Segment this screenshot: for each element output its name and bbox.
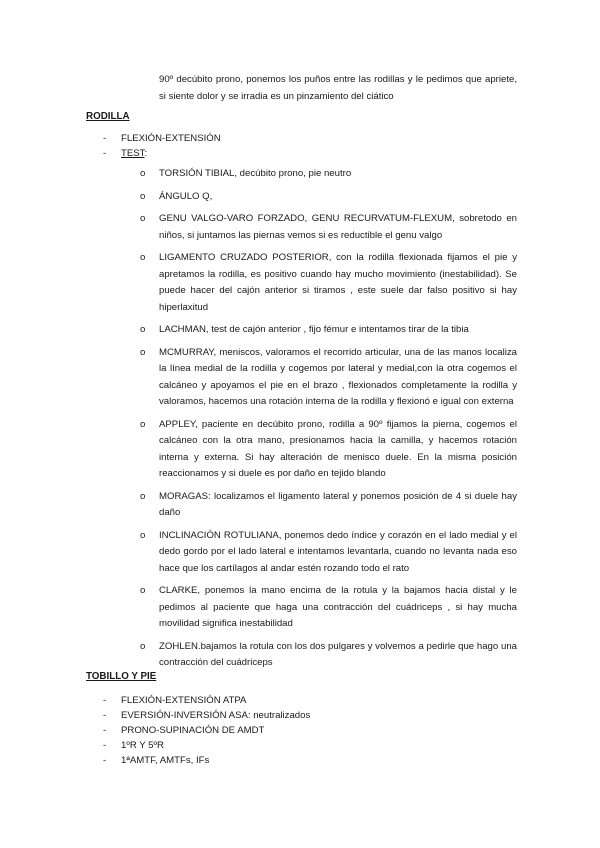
dash-marker: -	[103, 695, 107, 706]
list-item-text: 1ªAMTF, AMTFs, IFs	[121, 755, 210, 766]
circle-bullet: o	[140, 190, 146, 202]
test-item-appley	[140, 417, 517, 483]
section-title-rodilla: RODILLA	[86, 111, 130, 122]
rodilla-dash-list	[86, 131, 221, 161]
test-text: APPLEY, paciente en decúbito prono, rodilla a 90º fijamos la pierna, cogemos el calcáneo con la otra mano, presionamos hacia la camilla, y hacemos rotación interna y externa. Si hay alteración de menisco duele. En la misma posición reaccionamos y si duele es por daño en tejido blando	[159, 418, 517, 479]
test-text: ÁNGULO Q,	[159, 190, 213, 202]
list-item-text: FLEXIÓN-EXTENSIÓN ATPA	[121, 695, 247, 706]
circle-bullet: o	[140, 213, 146, 224]
test-text: LIGAMENTO CRUZADO POSTERIOR, con la rodilla flexionada fijamos el pie y apretamos la rodilla, es positivo cuando hay mucho movimiento (inestabilidad). Se puede hacer del cajón anterior si tiramos , este suele dar falso positivo si hay hiperlaxitud	[159, 252, 517, 313]
test-item-angulo-q	[140, 189, 517, 206]
circle-bullet: o	[140, 490, 146, 502]
circle-bullet: o	[140, 529, 146, 541]
list-item	[86, 131, 221, 146]
test-item-moragas	[140, 489, 517, 522]
list-item	[86, 753, 310, 768]
circle-bullet: o	[140, 324, 146, 335]
circle-bullet: o	[140, 252, 146, 263]
list-item-text: FLEXIÓN-EXTENSIÓN	[121, 133, 221, 144]
test-heading: TEST	[121, 148, 145, 159]
test-item-inclinacion-rotuliana	[140, 528, 517, 578]
circle-bullet: o	[140, 585, 146, 596]
list-item	[86, 693, 310, 708]
dash-marker: -	[103, 740, 107, 751]
list-item-text: PRONO-SUPINACIÓN DE AMDT	[121, 725, 265, 736]
list-item	[86, 708, 310, 723]
test-item-mcmurray	[140, 345, 517, 411]
circle-bullet: o	[140, 168, 146, 179]
section-title-tobillo: TOBILLO Y PIE	[86, 671, 157, 682]
test-text: GENU VALGO-VARO FORZADO, GENU RECURVATUM-FLEXUM, sobretodo en niños, si juntamos las piernas vemos si es reductible el genu valgo	[159, 213, 517, 241]
circle-bullet: o	[140, 640, 146, 652]
test-text: MORAGAS: localizamos el ligamento lateral y ponemos posición de 4 si duele hay daño	[159, 490, 517, 518]
test-text: LACHMAN, test de cajón anterior , fijo fémur e intentamos tirar de la tibia	[159, 324, 469, 335]
list-item	[86, 146, 221, 161]
test-item-torsion-tibial	[140, 166, 517, 183]
circle-bullet: o	[140, 346, 146, 358]
dash-marker: -	[103, 148, 107, 159]
list-item	[86, 738, 310, 753]
list-item-text: 1ºR Y 5ºR	[121, 740, 164, 751]
test-text: CLARKE, ponemos la mano encima de la rotula y la bajamos hacia distal y le pedimos al paciente que haga una contracción del cuádriceps , si hay mucha movilidad significa inestabilidad	[159, 585, 517, 629]
rodilla-test-list	[140, 166, 517, 678]
list-item-text: EVERSIÓN-INVERSIÓN ASA: neutralizados	[121, 710, 311, 721]
tobillo-dash-list	[86, 693, 310, 768]
circle-bullet: o	[140, 418, 146, 430]
list-item	[86, 723, 310, 738]
test-text: MCMURRAY, meniscos, valoramos el recorrido articular, una de las manos localiza la línea medial de la rodilla y cogemos por lateral y medial,con la otra cogemos el calcáneo y apoyamos el pie en el brazo , flexionados completamente la rodilla y valoramos, hacemos una rotación interna de la rodilla y flexionó e igual con externa	[159, 346, 517, 407]
test-item-clarke	[140, 583, 517, 633]
test-text: INCLINACIÓN ROTULIANA, ponemos dedo índice y corazón en el lado medial y el dedo gordo por el lado lateral e intentamos levantarla, cuando no levanta nada eso hace que los cartílagos al andar estén rozando todo el rato	[159, 529, 517, 574]
test-item-zohlen	[140, 639, 517, 672]
test-item-ligamento-cruzado	[140, 250, 517, 316]
test-heading-colon: :	[144, 148, 148, 159]
dash-marker: -	[103, 133, 107, 144]
intro-paragraph: 90º decúbito prono, ponemos los puños entre las rodillas y le pedimos que apriete, si siente dolor y se irradia es un pinzamiento del ciático	[159, 74, 517, 102]
dash-marker: -	[103, 725, 107, 736]
test-item-lachman	[140, 322, 517, 339]
test-text: TORSIÓN TIBIAL, decúbito prono, pie neutro	[159, 168, 352, 179]
test-text: ZOHLEN.bajamos la rotula con los dos pulgares y volvemos a pedirle que hago una contracción del cuádriceps	[159, 640, 517, 668]
dash-marker: -	[103, 755, 107, 766]
dash-marker: -	[103, 710, 107, 721]
test-item-genu-valgo	[140, 211, 517, 244]
